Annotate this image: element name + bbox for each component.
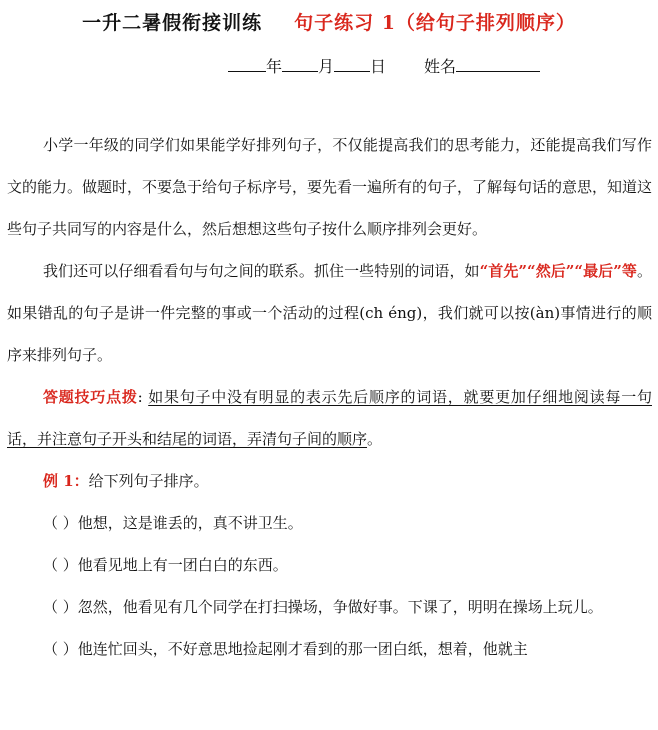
answer-bracket[interactable]: （ ） bbox=[43, 640, 78, 658]
option-text: 他看见地上有一团白白的东西。 bbox=[77, 556, 288, 574]
name-blank[interactable] bbox=[456, 57, 540, 72]
title-subtitle: 句子练习 1（给句子排列顺序） bbox=[294, 12, 576, 34]
intro-paragraph-1: 小学一年级的同学们如果能学好排列句子，不仅能提高我们的思考能力，还能提高我们写作文的能力。做题时，不要急于给句子标序号，要先看一遍所有的句子，了解每句话的意思，知道这些句子共同写的内容是什么，然后想想这些句子按什么顺序排列会更好。 bbox=[7, 136, 653, 238]
option-text: 忽然，他看见有几个同学在打扫操场，争做好事。下课了，明明在操场上玩儿。 bbox=[77, 598, 603, 616]
intro-paragraph-2 bbox=[7, 250, 652, 376]
year-label: 年 bbox=[266, 57, 283, 76]
answer-bracket[interactable]: （ ） bbox=[43, 514, 78, 532]
example-1-instruction: 给下列句子排序。 bbox=[88, 472, 209, 490]
example-1-label: 例 1： bbox=[43, 472, 89, 490]
tips-paragraph bbox=[7, 376, 652, 460]
option-text: 他连忙回头，不好意思地捡起刚才看到的那一团白纸，想着，他就主 bbox=[77, 640, 528, 658]
sequence-keywords: “首先”“然后”“最后”等 bbox=[479, 262, 637, 280]
title-main: 一升二暑假衔接训练 bbox=[82, 12, 263, 34]
example-1-heading bbox=[7, 460, 652, 502]
month-label: 月 bbox=[318, 57, 335, 76]
option-row bbox=[7, 586, 652, 628]
worksheet-title bbox=[0, 8, 658, 35]
date-name-line bbox=[228, 54, 540, 77]
intro-p2-end: 。如果错乱的句子是讲一件完整的事或一个活动的过程(ch éng)，我们就可以按(àn)事情进行的顺序来排列句子。 bbox=[7, 262, 652, 364]
answer-bracket[interactable]: （ ） bbox=[43, 598, 78, 616]
option-row bbox=[7, 628, 652, 670]
tips-end: 。 bbox=[367, 430, 383, 448]
day-blank[interactable] bbox=[334, 57, 370, 72]
option-row bbox=[7, 502, 652, 544]
tips-colon: : bbox=[137, 388, 143, 406]
answer-bracket[interactable]: （ ） bbox=[43, 556, 78, 574]
option-row bbox=[7, 544, 652, 586]
intro-p2-start: 我们还可以仔细看看句与句之间的联系。抓住一些特别的词语，如 bbox=[43, 262, 480, 280]
tips-text: 如果句子中没有明显的表示先后顺序的词语，就要更加仔细地阅读每一句话，并注意句子开头和结尾的词语，弄清句子间的顺序 bbox=[7, 388, 652, 448]
name-label: 姓名 bbox=[424, 57, 457, 76]
month-blank[interactable] bbox=[282, 57, 318, 72]
worksheet-body bbox=[7, 124, 652, 670]
option-text: 他想，这是谁丢的，真不讲卫生。 bbox=[77, 514, 303, 532]
year-blank[interactable] bbox=[228, 57, 266, 72]
day-label: 日 bbox=[370, 57, 387, 76]
tips-label: 答题技巧点拨 bbox=[43, 388, 138, 406]
